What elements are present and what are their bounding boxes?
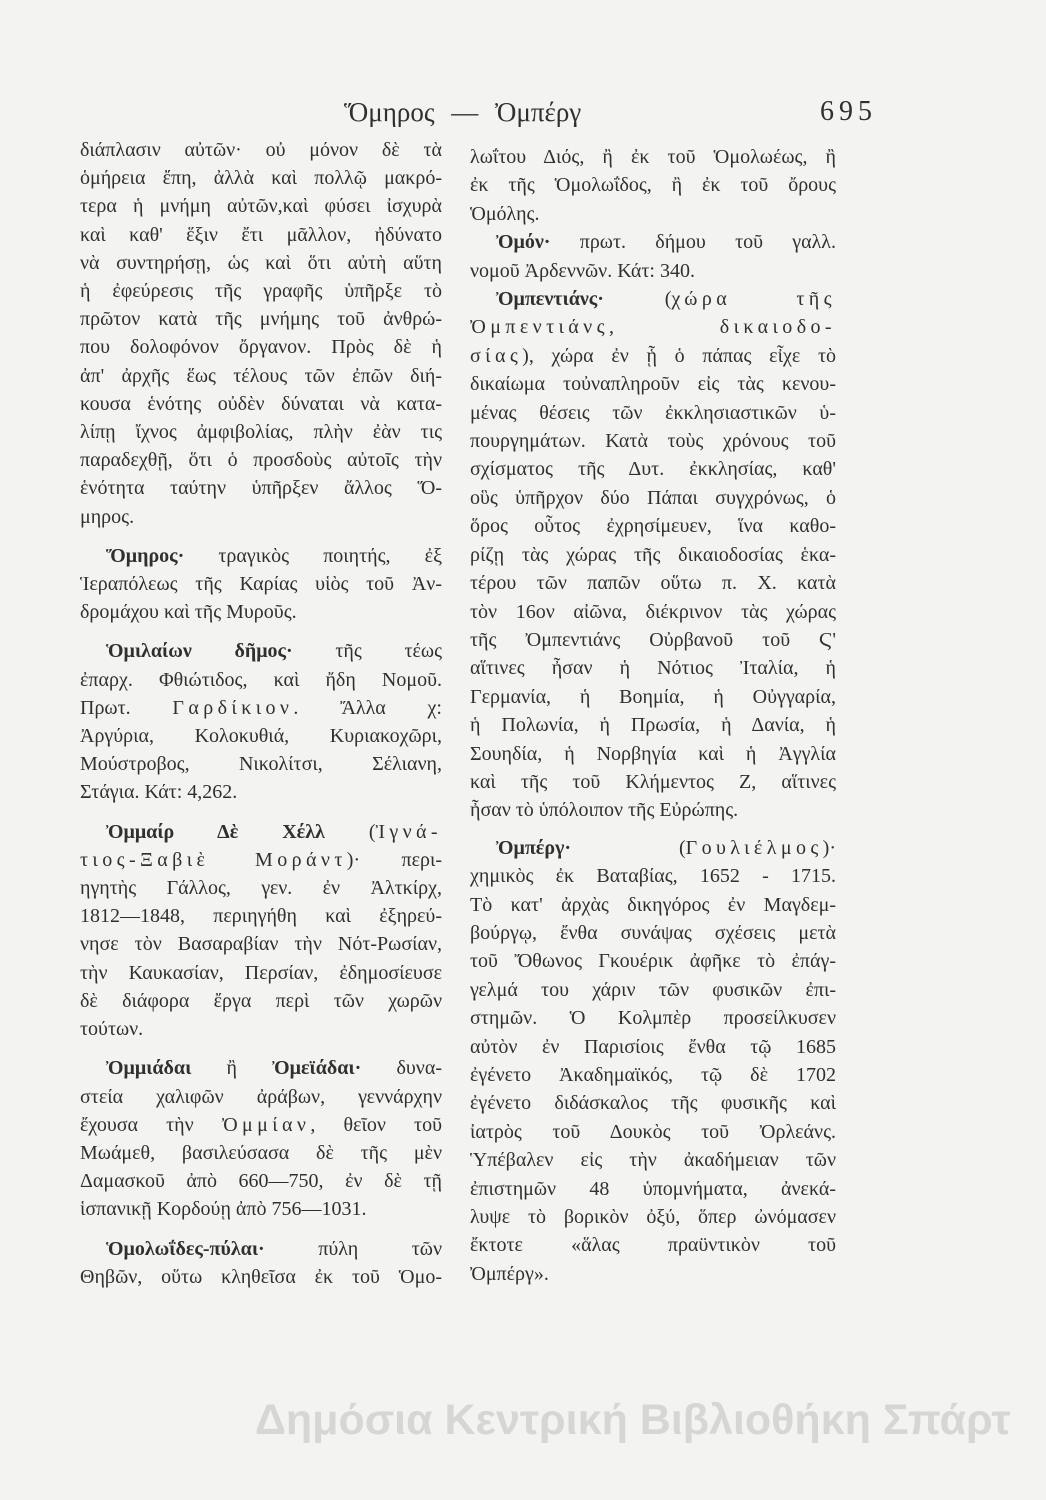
text-run: τὸν 16ον αἰῶνα, διέκρινον τὰς χώρας [470,600,836,623]
text-run: δὲ διάφορα ἔργα περὶ τῶν χωρῶν [80,989,442,1012]
text-line [470,285,836,313]
text-run: ἡ Πολωνία, ἡ Πρωσία, ἡ Δανία, ἡ [470,714,836,737]
text-line [80,987,442,1015]
text-run: λωΐτου Διός, ἢ ἐκ τοῦ Ὁμολωέως, ἢ [470,146,836,168]
text-run: Μωάμεθ, βασιλεύσασα δὲ τῆς μὲν [80,1141,442,1164]
text-line [80,694,442,722]
text-line [470,143,836,171]
text-line [470,891,836,919]
text-line [80,503,442,531]
entry-headword: Ὀμμαίρ Δὲ Χέλλ [106,820,325,843]
text-run: σχίσματος τῆς Δυτ. ἐκκλησίας, καθ' [470,458,836,481]
dictionary-entry [80,637,442,806]
text-line [470,455,836,483]
dictionary-entry [80,818,442,1044]
text-line [80,333,442,361]
dictionary-entry [80,1235,442,1291]
text-line [470,313,836,341]
text-line [80,902,442,930]
running-head: Ὅμηρος — Ὀμπέργ [344,97,582,127]
text-run: λυψε τὸ βορικὸν ὀξύ, ὅπερ ὠνόμασεν [470,1206,836,1229]
text-run: ), χώρα ἐν ᾗ ὁ πάπας εἶχε τὸ [522,344,836,367]
text-line [80,1083,442,1111]
text-run: Γερμανία, ἡ Βοημία, ἡ Οὐγγαρία, [470,685,836,708]
text-run: πρωτ. δήμου τοῦ γαλλ. [550,231,836,254]
text-line [470,1033,836,1061]
dictionary-entry [470,834,836,1289]
text-line [470,1118,836,1146]
text-line [80,542,442,570]
text-run: , θεῖον τοῦ [310,1113,442,1136]
text-line [470,370,836,398]
text-line [470,541,836,569]
text-run: ἱσπανικῇ Κορδούῃ ἀπὸ 756—1031. [80,1198,367,1221]
text-run: ὁμήρεια ἔπη, ἀλλὰ καὶ πολλῷ μακρό- [80,167,442,190]
text-line [80,778,442,806]
text-run: πρῶτον κατὰ τῆς μνήμης τοῦ ἀνθρώ- [80,308,442,331]
text-line [80,192,442,220]
text-run: που δολοφόνον ὄργανον. Πρὸς δὲ ἡ [80,336,442,359]
text-run: μένας θέσεις τῶν ἐκκλησιαστικῶν ὑ- [470,401,836,424]
text-line [80,136,442,164]
text-line [80,846,442,874]
entry-headword: Ὁμιλαίων δῆμος· [106,640,293,663]
entry-headword: Ὅμηρος· [106,544,185,567]
text-line [80,418,442,446]
text-run: ρίζῃ τὰς χώρας τῆς δικαιοδοσίας ἑκα- [470,543,836,566]
text-run: ἔχουσα τὴν [80,1113,222,1136]
text-line [470,1004,836,1032]
library-watermark [255,1394,1046,1454]
text-run: ( [603,288,672,311]
text-run: κουσα ἑνότης οὐδὲν δύναται νὰ κατα- [80,392,442,415]
text-run: ἑνότητα ταύτην ὑπῆρξεν ἄλλος Ὅ- [80,477,442,500]
text-line [80,164,442,192]
text-line [470,1203,836,1231]
text-run: Δαμασκοῦ ἀπὸ 660—750, ἐν δὲ τῇ [80,1170,442,1193]
text-run: ἰατρὸς τοῦ Δουκὸς τοῦ Ὀρλεάνς. [470,1120,836,1143]
watermark-text: Δημόσια Κεντρική Βιβλιοθήκη Σπάρτ [255,1396,1011,1444]
text-run: καὶ καθ' ἕξιν ἔτι μᾶλλον, ἠδύνατο [80,223,442,246]
text-line [470,654,836,682]
text-line [470,1089,836,1117]
text-line [470,1146,836,1174]
dictionary-entry [470,143,836,228]
text-line [80,390,442,418]
text-run: ἀπ' ἀρχῆς ἕως τέλους τῶν ἐπῶν διή- [80,364,442,387]
text-run: αὐτὸν ἐν Παρισίοις ἔνθα τῷ 1685 [470,1035,836,1058]
text-run: οὓς ὑπῆρχον δύο Πάπαι συγχρόνως, ὁ [470,486,836,509]
spaced-text: Ἰγνά- [375,820,442,843]
text-run: τῆς τέως [292,640,442,663]
text-run: χημικὸς ἐκ Βαταβίας, 1652 - 1715. [470,865,836,888]
text-line [470,484,836,512]
dictionary-entry [470,228,836,285]
entry-headword: Ὀμόν· [496,231,551,254]
dictionary-entry [470,285,836,825]
text-run: διάπλασιν αὐτῶν· οὐ μόνον δὲ τὰ [80,139,442,161]
text-run: Πρωτ. [80,696,173,719]
text-line [80,598,442,626]
text-run: νομοῦ Ἀρδεννῶν. Κάτ: 340. [470,259,695,282]
text-line [470,919,836,947]
spaced-text: χώρα τῆς [671,288,836,311]
text-line [80,1195,442,1223]
text-line [470,512,836,540]
text-line [80,1139,442,1167]
text-run: δυνα- [361,1057,442,1080]
text-line [470,740,836,768]
text-run: . Ἄλλα χ: [293,696,442,719]
text-line [80,474,442,502]
text-run: Ὑπέβαλεν εἰς τὴν ἀκαδήμειαν τῶν [470,1149,836,1172]
text-line [470,399,836,427]
text-line [470,228,836,256]
text-run: πύλη τῶν [264,1237,442,1260]
entry-headword: Ὀμπέργ· [496,836,572,859]
text-run: ἐκ τῆς Ὁμολωΐδος, ἢ ἐκ τοῦ ὄρους [470,174,836,197]
text-run: τραγικὸς ποιητής, ἐξ [184,544,442,567]
text-run: νησε τὸν Βασαραβίαν τὴν Νότ-Ρωσίαν, [80,933,442,956]
text-run: νὰ συντηρήσῃ, ὡς καὶ ὅτι αὐτὴ αὕτη [80,251,442,274]
text-run: )· περι- [346,848,443,871]
text-run: ἐγένετο Ἀκαδημαϊκός, τῷ δὲ 1702 [470,1064,836,1086]
dictionary-entry [80,1054,442,1223]
text-run: Θηβῶν, οὕτω κληθεῖσα ἐκ τοῦ Ὁμο- [80,1265,442,1288]
text-line [80,570,442,598]
text-line [80,1015,442,1043]
text-run: ἐγένετο διδάσκαλος τῆς φυσικῆς καὶ [470,1092,836,1115]
text-run: Σουηδία, ἡ Νορβηγία καὶ ἡ Ἀγγλία [470,742,836,765]
text-line [470,1260,836,1288]
text-run: ἡ ἐφεύρεσις τῆς γραφῆς ὑπῆρξε τὸ [80,280,442,303]
text-line [80,874,442,902]
text-run: Μούστροβος, Νικολίτσι, Σέλιανη, [80,753,442,776]
spaced-text: Γουλιέλμος [685,836,823,859]
text-line [470,342,836,370]
text-line [80,666,442,694]
spaced-text: τιος-Ξαβιὲ Μοράντ [80,848,347,871]
text-line [80,722,442,750]
text-line [470,598,836,626]
text-line [470,1061,836,1089]
text-line [80,959,442,987]
text-line [470,683,836,711]
dictionary-entry [80,136,442,531]
text-run: τέρου τῶν παπῶν οὕτω π. Χ. κατὰ [470,572,836,595]
text-line [470,626,836,654]
text-run: ἐπιστημῶν 48 ὑπομνήματα, ἀνεκά- [470,1177,836,1200]
text-run: τῆς Ὀμπεντιάνς Οὐρβανοῦ τοῦ Ϛ' [470,628,836,651]
text-line [80,1054,442,1082]
text-line [80,446,442,474]
text-line [470,862,836,890]
text-line [80,750,442,778]
text-run: Ὀμπέργ». [470,1262,549,1285]
text-line [470,947,836,975]
text-run: Τὸ κατ' ἀρχὰς δικηγόρος ἐν Μαγδεμ- [470,893,836,916]
text-line [470,834,836,862]
text-line [470,1231,836,1259]
text-run: στημῶν. Ὁ Κολμπὲρ προσείλκυσεν [470,1007,836,1030]
text-line [470,569,836,597]
text-run: ἢ [191,1057,273,1080]
text-line [470,796,836,824]
text-run: τοῦ Ὄθωνος Γκουέρικ ἀφῆκε τὸ ἐπάγ- [470,950,836,973]
entry-headword: Ὀμεϊάδαι· [272,1057,362,1080]
text-run: δρομάχου καὶ τῆς Μυροῦς. [80,601,297,624]
text-line [80,1235,442,1263]
text-run: γελμά του χάριν τῶν φυσικῶν ἐπι- [470,978,836,1001]
text-run: Ἱεραπόλεως τῆς Καρίας υἱὸς τοῦ Ἀν- [80,573,442,596]
text-run: )· [822,836,836,859]
text-run: στεία χαλιφῶν ἀράβων, γεννάρχην [80,1085,442,1108]
text-run: λίπῃ ἴχνος ἀμφιβολίας, πλὴν ἐὰν τις [80,421,442,444]
text-line [470,768,836,796]
text-run: 1812—1848, περιηγήθη καὶ ἐξηρεύ- [80,905,442,928]
text-line [470,171,836,199]
text-run: δικαίωμα τοὐναπληροῦν εἰς τὰς κενου- [470,373,836,396]
text-run: Ὁμόλης. [470,202,540,225]
spaced-text: Ὀμπεντιάνς, δικαιοδο- [470,316,836,339]
text-line [470,427,836,455]
text-line [80,305,442,333]
text-line [80,818,442,846]
text-run: ( [571,836,686,859]
text-run: ἐπαρχ. Φθιώτιδος, καὶ ἤδη Νομοῦ. [80,668,442,691]
entry-headword: Ὀμπεντιάνς· [496,288,604,311]
text-line [470,711,836,739]
spaced-text: σίας [470,344,523,367]
spaced-text: Ὀμμίαν [221,1113,311,1136]
text-run: Στάγια. Κάτ: 4,262. [80,781,238,804]
text-run: αἵτινες ἦσαν ἡ Νότιος Ἰταλία, ἡ [470,657,836,680]
text-run: τούτων. [80,1018,144,1041]
text-line [80,221,442,249]
page-number: 695 [820,96,877,127]
text-line [80,1111,442,1139]
text-run: βούργῳ, ἔνθα συνάψας σχέσεις μετὰ [470,921,836,944]
text-line [470,257,836,285]
text-line [470,200,836,228]
text-line [80,1167,442,1195]
left-column [80,136,442,1291]
text-run: ἦσαν τὸ ὑπόλοιπον τῆς Εὐρώπης. [470,799,739,822]
text-run: Ἀργύρια, Κολοκυθιά, Κυριακοχῶρι, [80,725,442,748]
right-column [470,143,836,1288]
text-run: τερα ἡ μνήμη αὐτῶν,καὶ φύσει ἰσχυρὰ [80,195,442,218]
text-run: ( [324,820,376,843]
text-run: ἔκτοτε «ἅλας πραϋντικὸν τοῦ [470,1234,836,1257]
text-run: ὅρος οὗτος ἐχρησίμευεν, ἵνα καθο- [470,515,836,538]
text-run: τὴν Καυκασίαν, Περσίαν, ἐδημοσίευσε [80,961,442,984]
entry-headword: Ὁμολωΐδες-πύλαι· [106,1237,265,1260]
entry-headword: Ὀμμιάδαι [106,1057,192,1080]
text-line [470,976,836,1004]
text-run: ηγητὴς Γάλλος, γεν. ἐν Ἀλτκίρχ, [80,877,442,900]
text-run: μηρος. [80,505,135,528]
text-run: καὶ τῆς τοῦ Κλήμεντος Ζ, αἵτινες [470,770,836,793]
text-line [80,249,442,277]
text-line [80,1263,442,1291]
text-run: παραδεχθῇ, ὅτι ὁ προσδοὺς αὐτοῖς τὴν [80,449,442,472]
spaced-text: Γαρδίκιον [172,696,294,719]
text-line [80,277,442,305]
text-line [80,930,442,958]
text-line [80,637,442,665]
dictionary-entry [80,542,442,627]
text-line [80,362,442,390]
text-line [470,1175,836,1203]
text-run: πουργημάτων. Κατὰ τοὺς χρόνους τοῦ [470,430,836,453]
